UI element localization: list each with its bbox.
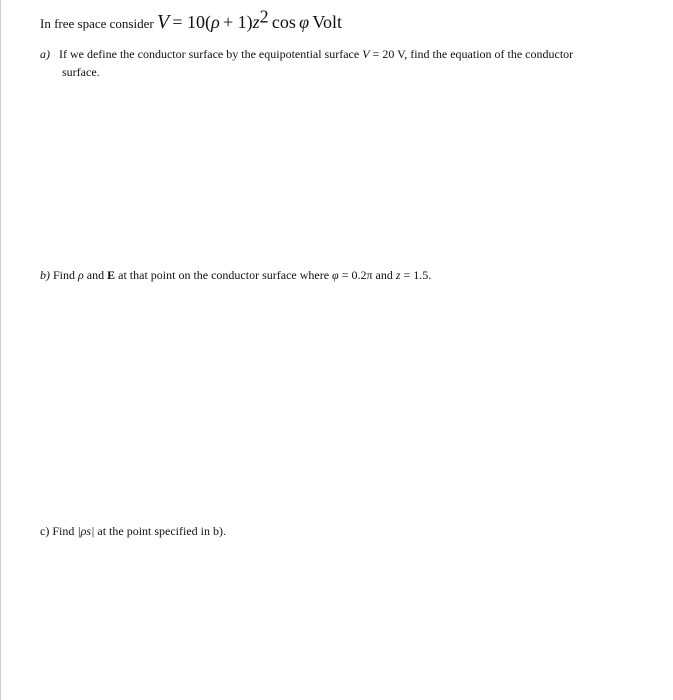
symbol-phi: φ (299, 12, 310, 32)
question-b-text-3: at that point on the conductor surface where (118, 268, 330, 282)
question-c-symbol-rho-s: |ρs| (77, 524, 95, 538)
exponent: 2 (259, 6, 269, 27)
question-c-label: c) (40, 524, 50, 538)
intro-prefix: In free space consider (40, 16, 154, 31)
question-b-text-5: = 1.5. (403, 268, 432, 282)
question-c-text-2: at the point specified in b). (97, 524, 227, 538)
question-b-symbol-phi: φ (332, 268, 339, 282)
function-cos: cos (271, 12, 296, 32)
page-left-border (0, 0, 1, 700)
question-c (40, 522, 226, 540)
question-b-text-1: Find (53, 268, 76, 282)
question-b-text-2: and (86, 268, 105, 282)
question-b-symbol-E: E (107, 268, 116, 282)
question-b (40, 266, 431, 284)
question-a-symbol-V: V (362, 47, 370, 61)
question-c-text-1: Find (52, 524, 75, 538)
equation-equals: = 10( (172, 12, 212, 32)
symbol-z: z (252, 12, 260, 32)
symbol-rho: ρ (211, 12, 220, 32)
unit-volt: Volt (312, 12, 343, 32)
question-a-label: a) (40, 47, 50, 61)
question-b-symbol-z: z (395, 268, 401, 282)
question-a-text-3: surface. (62, 65, 100, 79)
question-a (40, 45, 650, 81)
question-a-text-1: If we define the conductor surface by the equipotential surface (59, 47, 360, 61)
question-b-text-4: = 0.2π and (341, 268, 393, 282)
equation-plus: + 1) (222, 12, 253, 32)
question-b-symbol-rho: ρ (78, 268, 84, 282)
question-a-text-2: = 20 V, find the equation of the conductor (372, 47, 574, 61)
question-b-label: b) (40, 268, 50, 282)
symbol-V: V (156, 11, 170, 33)
problem-statement (40, 8, 342, 38)
